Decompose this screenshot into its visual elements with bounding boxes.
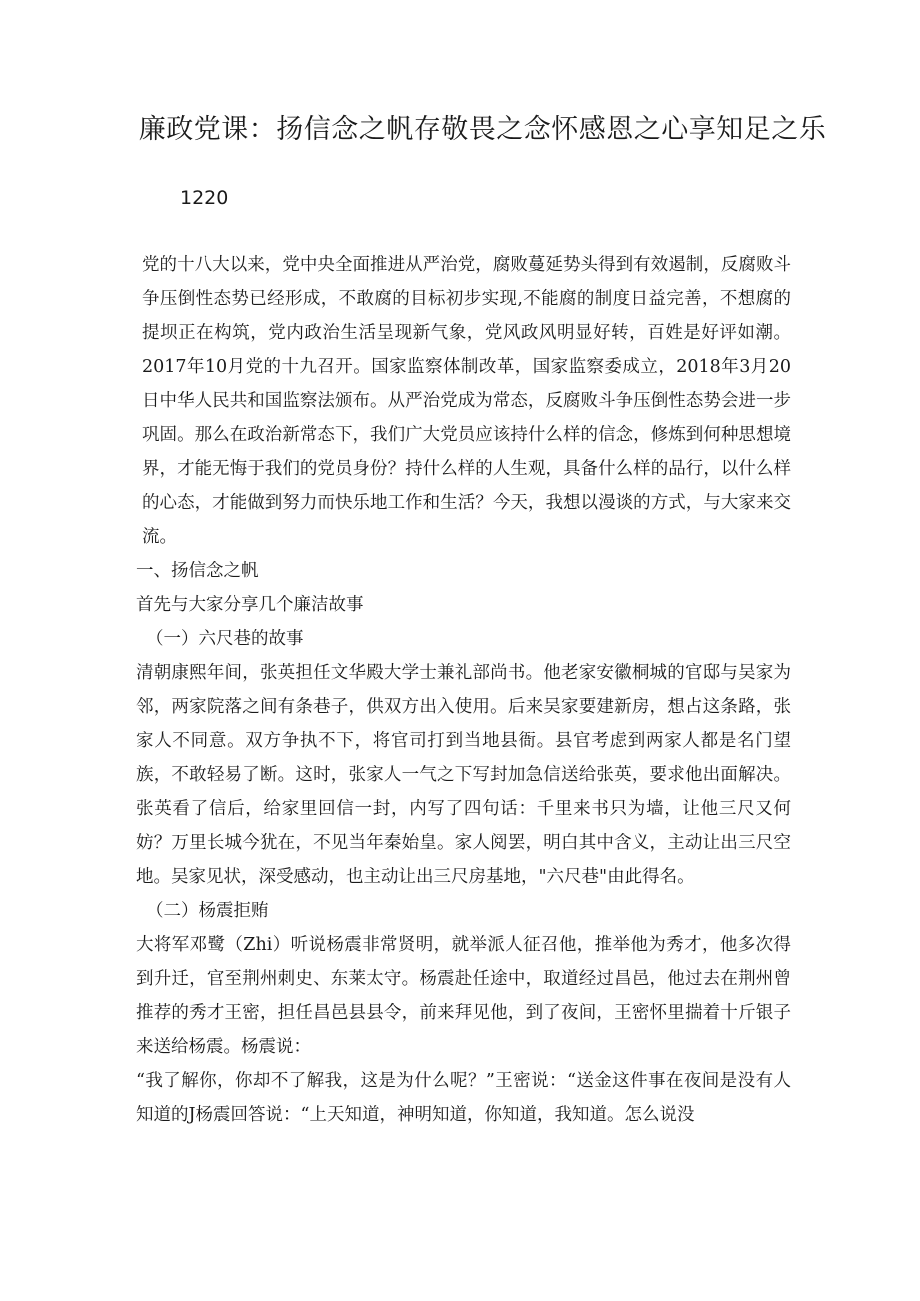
story-heading: （二）杨震拒贿 [146, 901, 269, 921]
document-title: 廉政党课：扬信念之帆存敬畏之念怀感恩之心享知足之乐 [138, 114, 827, 145]
intro-paragraph: 党的十八大以来，党中央全面推进从严治党，腐败蔓延势头得到有效遏制，反腐败斗争压倒性态势已经形成，不敢腐的目标初步实现,不能腐的制度日益完善，不想腐的提坝正在构筑，党内政治生活呈现新气象，党风政风明显好转，百姓是好评如潮。2017年10月党的十九召开。国家监察体制改革，国家监察委成立，2018年3月20日中华人民共和国监察法颁布。从严治党成为常态，反腐败斗争压倒性态势会进一步巩固。那么在政治新常态下，我们广大党员应该持什么样的信念，修炼到何种思想境界，才能无悔于我们的党员身份？持什么样的人生观，具备什么样的品行，以什么样的心态，才能做到努力而快乐地工作和生活？今天，我想以漫谈的方式，与大家来交流。 [142, 255, 791, 547]
document-body [136, 248, 791, 1132]
story-paragraph: 大将军邓鹭（Zhi）听说杨震非常贤明，就举派人征召他，推举他为秀才，他多次得到升迁，官至荆州刺史、东莱太守。杨震赴任途中，取道经过昌邑，他过去在荆州曾推荐的秀才王密，担任昌邑县县令，前来拜见他，到了夜间，王密怀里揣着十斤银子来送给杨震。杨震说： [136, 935, 791, 1057]
story-heading: （一）六尺巷的故事 [146, 629, 304, 649]
story-paragraph: “我了解你，你却不了解我，这是为什么呢？”王密说：“送金这件事在夜间是没有人知道的J杨震回答说：“上天知道，神明知道，你知道，我知道。怎么说没 [136, 1071, 791, 1125]
section-heading: 一、扬信念之帆 [136, 561, 259, 581]
document-number: 1220 [180, 187, 229, 209]
section-intro: 首先与大家分享几个廉洁故事 [136, 595, 364, 615]
story-paragraph: 清朝康熙年间，张英担任文华殿大学士兼礼部尚书。他老家安徽桐城的官邸与吴家为邻，两家院落之间有条巷子，供双方出入使用。后来吴家要建新房，想占这条路，张家人不同意。双方争执不下，将官司打到当地县衙。县官考虑到两家人都是名门望族，不敢轻易了断。这时，张家人一气之下写封加急信送给张英，要求他出面解决。张英看了信后，给家里回信一封，内写了四句话：千里来书只为墙，让他三尺又何妨？万里长城今犹在，不见当年秦始皇。家人阅罢，明白其中含义，主动让出三尺空地。吴家见状，深受感动，也主动让出三尺房基地，"六尺巷"由此得名。 [136, 663, 791, 887]
